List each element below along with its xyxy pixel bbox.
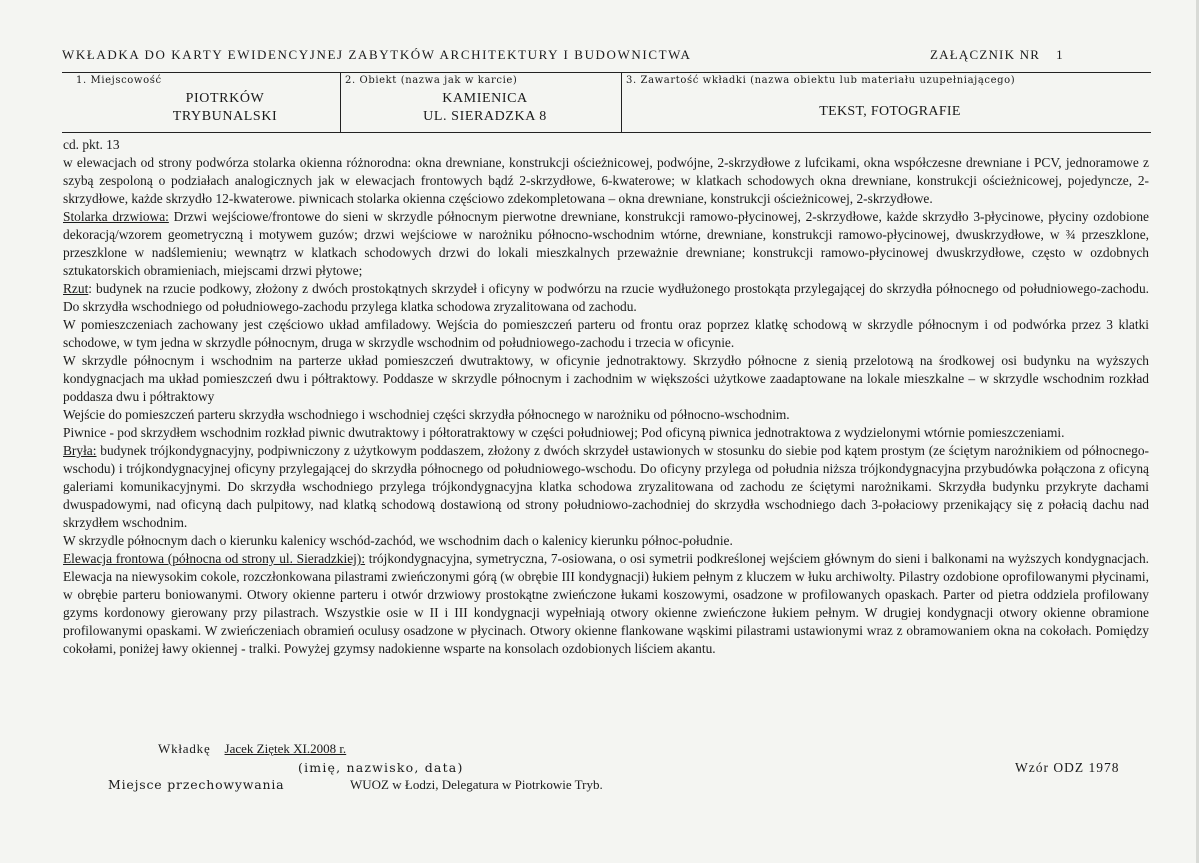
author-caption: (imię, nazwisko, data) — [298, 760, 464, 775]
contents-label: 3. Zawartość wkładki (nazwa obiektu lub materiału uzupełniającego) — [626, 75, 1016, 86]
cell-divider-2 — [621, 72, 622, 132]
annex-text: ZAŁĄCZNIK NR — [930, 47, 1041, 62]
storage-label: Miejsce przechowywania — [108, 777, 285, 792]
annex-number: 1 — [1056, 47, 1064, 62]
object-label: 2. Obiekt (nazwa jak w karcie) — [345, 75, 518, 86]
document-title: WKŁADKA DO KARTY EWIDENCYJNEJ ZABYTKÓW ARCHITEKTURY I BUDOWNICTWA — [62, 47, 692, 62]
object-line-2: UL. SIERADZKA 8 — [423, 109, 547, 124]
storage-value: WUOZ w Łodzi, Delegatura w Piotrkowie Tryb. — [350, 777, 603, 792]
plan-heading: Rzut — [63, 281, 89, 296]
paragraph-doors — [63, 208, 1149, 280]
facade-text: trójkondygnacyjna, symetryczna, 7-osiowana, o osi symetrii podkreślonej wejściem głównym do sieni i balkonami na wyższych kondygnacjach. Elewacja na niewysokim cokole, rozczłonkowana pilastrami zwieńczonymi górą (w obrębie III kondygnacji) łukiem pełnym z kluczem w łuku archiwolty. Pilastry ozdobione oprofilowanymi płycinami, w obrębie parteru boniowanymi. Otwory okienne parteru i otwór drzwiowy prostokątne zwieńczone łukami koszowymi, osadzone w profilowanych opaskach. Parter od pietra oddziela profilowany gzyms kordonowy gierowany przy pilastrach. Wszystkie osie w II i III kondygnacji wypełniają otwory okienne zwieńczone łukiem pełnym. W drugiej kondygnacji otwory okienne obramione profilowanymi opaskami. W zwieńczeniach obramień oculusy osadzone w płycinach. Otwory okienne flankowane wąskimi pilastrami ustawionymi wraz z obramowaniem okna na cokołach. Pomiędzy cokołami, poniżej ławy okiennej - tralki. Powyżej gzymsy nadokienne wsparte na konsolach ozdobionych liściem akantu. — [63, 551, 1149, 656]
insert-author-line — [158, 741, 346, 757]
paragraph-massing — [63, 442, 1149, 532]
body-text — [63, 136, 1149, 658]
plan-text: : budynek na rzucie podkowy, złożony z dwóch prostokątnych skrzydeł i oficyny w podwórzu na rzucie wydłużonego prostokąta przylegającej do skrzydła północnego od południowego-zachodu. Do skrzydła wschodniego od południowego-zachodu przylega klatka schodowa zryzalitowana od zachodu. — [63, 281, 1149, 314]
object-line-1: KAMIENICA — [442, 91, 528, 106]
paragraph-entrance: Wejście do pomieszczeń parteru skrzydła wschodniego i wschodniej części skrzydła północnego w narożniku od północno-wschodnim. — [63, 407, 790, 422]
doors-text: Drzwi wejściowe/frontowe do sieni w skrzydle północnym pierwotne drewniane, konstrukcji ramowo-płycinowej, 2-skrzydłowe, każde skrzydło 3-płycinowe, płyciny ozdobione dekoracją/wzorem geometryczną i motywem guzów; drzwi wejściowe w narożniku północno-wschodnim wtórne, drewniane, konstrukcji ramowo-płycinowej, dwuskrzydłowe, w ¾ przeszklone, przeszklone w nadślemieniu; wewnątrz w klatkach schodowych drzwi do lokali mieszkalnych przeważnie drewniane; konstrukcji ramowo-płycinowej dwuskrzydłowe, często w ozdobnych sztukatorskich obramieniach, miejscami drzwi płytowe; — [63, 209, 1149, 278]
header-top-rule — [62, 72, 1151, 73]
massing-text: budynek trójkondygnacyjny, podpiwniczony z użytkowym poddaszem, złożony z dwóch skrzydeł ustawionych w stosunku do siebie pod kątem prostym (ze ściętym narożnikiem od północnego-wschodu) i trójkondygnacyjnej oficyny przylegającej do skrzydła północnego od południowego-wschodu. Do oficyny przylega od południa niższa trójkondygnacyjna przybudówka połączona z oficyną galeriami komunikacyjnymi. Do skrzydła wschodniego przylega trójkondygnacyjna klatka schodowa zryzalitowana od zachodu ze ściętymi narożnikami. Skrzydła budynku przykryte dachami dwuspadowymi, nad oficyną dach pulpitowy, nad klatką schodową dostawioną od strony południowo-zachodniej do skrzydła wschodniego dach 3-połaciowy przenikający się z połacią dachu nad skrzydłem wschodnim. — [63, 443, 1149, 530]
insert-label: Wkładkę — [158, 741, 211, 756]
locality-value — [140, 90, 310, 126]
paragraph-roof: W skrzydle północnym dach o kierunku kalenicy wschód-zachód, we wschodnim dach o kalenicy kierunku północ-południe. — [63, 533, 733, 548]
paragraph-cellars: Piwnice - pod skrzydłem wschodnim rozkład piwnic dwutraktowy i półtoratraktowy w części południowej; Pod oficyną piwnica jednotraktowa z wydzielonymi wtórnie pomieszczeniami. — [63, 425, 1065, 440]
facade-heading: Elewacja frontowa (północna od strony ul. Sieradzkiej): — [63, 551, 366, 566]
doors-heading: Stolarka drzwiowa: — [63, 209, 169, 224]
contents-value: TEKST, FOTOGRAFIE — [819, 104, 961, 119]
cell-divider-1 — [340, 72, 341, 132]
form-template-label: Wzór ODZ 1978 — [1015, 760, 1120, 775]
locality-line-1: PIOTRKÓW — [185, 91, 265, 106]
paragraph-rooms: W pomieszczeniach zachowany jest częściowo układ amfiladowy. Wejścia do pomieszczeń parteru od frontu oraz poprzez klatkę schodową w skrzydle północnym i od podwórka przez 3 klatki schodowe, w tym jedna w skrzydle północnym, druga w skrzydle wschodnim od południowego-zachodu i trzecia w oficynie. — [63, 317, 1149, 350]
locality-label: 1. Miejscowość — [76, 75, 162, 86]
object-value — [380, 90, 590, 126]
paragraph-windows: w elewacjach od strony podwórza stolarka okienna różnorodna: okna drewniane, konstrukcji ościeżnicowej, podwójne, 2-skrzydłowe z lufcikami, okna współczesne drewniane i PCV, jednoramowe z szybą zespoloną o podziałach analogicznych jak w elewacjach frontowych bądź 2-skrzydłowe, 6-kwaterowe; w klatkach schodowych okna drewniane, konstrukcji ościeżnicowej, pojedyncze, 2-skrzydłowe, każde skrzydło 12-kwaterowe. piwnicach stolarka okienna częściowo zdekompletowana – okna drewniane, konstrukcji ościeżnicowej, 2-skrzydłowe. — [63, 155, 1149, 206]
paragraph-plan — [63, 280, 1149, 316]
paragraph-facade — [63, 550, 1149, 658]
locality-line-2: TRYBUNALSKI — [172, 109, 278, 124]
paragraph-layout: W skrzydle północnym i wschodnim na parterze układ pomieszczeń dwutraktowy, w oficynie jednotraktowy. Skrzydło północne z sienią przelotową na środkowej osi budynku na wyższych kondygnacjach ma układ pomieszczeń dwu i półtraktowy. Poddasze w skrzydle północnym i zachodnim w większości użytkowe zaadaptowane na lokale mieszkalne – w skrzydle wschodnim rozkład poddasza dwu i półtraktowy — [63, 353, 1149, 404]
annex-label — [930, 47, 1064, 63]
header-bottom-rule — [62, 132, 1151, 133]
continuation-note: cd. pkt. 13 — [63, 137, 120, 152]
author-signature: Jacek Ziętek XI.2008 r. — [224, 741, 347, 756]
massing-heading: Bryła: — [63, 443, 97, 458]
